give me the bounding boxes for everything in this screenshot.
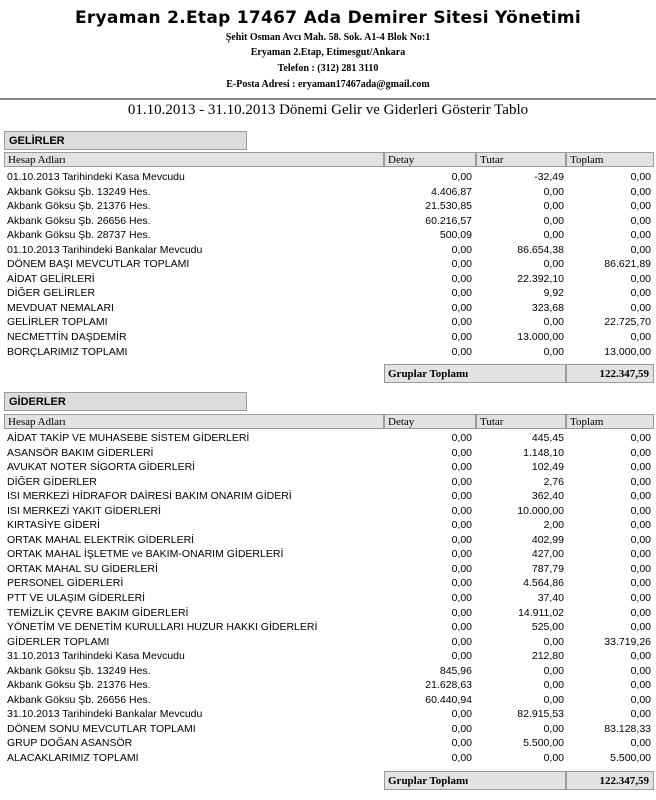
detail-value: 0,00 [451,708,472,721]
detail-value: 0,00 [451,562,472,575]
total-value: 13.000,00 [604,345,651,358]
amount-value: 323,68 [531,301,564,314]
table-row [4,330,654,345]
amount-value: 22.392,10 [517,272,564,285]
total-value: 0,00 [630,461,651,474]
detail-value: 845,96 [439,664,472,677]
amount-value: 0,00 [543,752,564,765]
total-value: 22.725,70 [604,316,651,329]
account-name: DÖNEM BAŞI MEVCUTLAR TOPLAMI [7,258,190,271]
col-account: Hesap Adları [4,152,384,167]
detail-value: 0,00 [451,258,472,271]
table-row [4,185,654,200]
table-row [4,446,654,461]
detail-value: 0,00 [451,504,472,517]
amount-value: -32,49 [534,171,564,183]
total-value: 0,00 [630,301,651,314]
table-row [4,257,654,272]
account-name: AVUKAT NOTER SİGORTA GİDERLERİ [7,461,196,474]
total-value: 0,00 [630,606,651,619]
total-value: 0,00 [630,331,651,344]
total-value: 86.621,89 [604,258,651,271]
total-value: 0,00 [630,621,651,634]
amount-value: 2,76 [543,475,564,488]
table-row [4,504,654,519]
detail-value: 0,00 [451,272,472,285]
income-group-total-value: 122.347,59 [566,364,654,383]
account-name: ORTAK MAHAL İŞLETME ve BAKIM-ONARIM GİDERLERİ [7,548,284,561]
account-name: Akbank Göksu Şb. 13249 Hes. [7,664,151,677]
total-value: 0,00 [630,432,651,444]
detail-value: 60.216,57 [425,214,472,227]
amount-value: 37,40 [537,592,564,605]
amount-value: 0,00 [543,722,564,735]
detail-value: 0,00 [451,650,472,663]
account-name: 01.10.2013 Tarihindeki Kasa Mevcudu [7,171,185,183]
total-value: 0,00 [630,650,651,663]
table-row [4,518,654,533]
table-row [4,576,654,591]
account-name: MEVDUAT NEMALARI [7,301,114,314]
col-amount: Tutar [476,152,566,167]
detail-value: 0,00 [451,737,472,750]
account-name: PTT VE ULAŞIM GİDERLERİ [7,592,146,605]
total-value: 0,00 [630,577,651,590]
detail-value: 0,00 [451,752,472,765]
col-amount: Tutar [476,414,566,429]
amount-value: 402,99 [531,533,564,546]
account-name: KIRTASİYE GİDERİ [7,519,100,532]
expense-group-total-value: 122.347,59 [566,771,654,790]
account-name: PERSONEL GİDERLERİ [7,577,124,590]
col-total: Toplam [566,152,654,167]
income-column-header [4,152,654,167]
table-row [4,475,654,490]
table-row [4,591,654,606]
detail-value: 0,00 [451,533,472,546]
amount-value: 14.911,02 [518,606,564,619]
amount-value: 5.500,00 [523,737,564,750]
account-name: BORÇLARIMIZ TOPLAMI [7,345,128,358]
amount-value: 525,00 [531,621,564,634]
account-name: GELİRLER TOPLAMI [7,316,108,329]
amount-value: 9,92 [543,287,564,300]
total-value: 0,00 [630,737,651,750]
account-name: Akbank Göksu Şb. 26656 Hes. [7,214,151,227]
period-title: 01.10.2013 - 31.10.2013 Dönemi Gelir ve Giderleri Gösterir Tablo [127,102,529,118]
expense-column-header [4,414,654,429]
table-row [4,693,654,708]
table-row [4,272,654,287]
account-name: YÖNETİM VE DENETİM KURULLARI HUZUR HAKKI GİDERLERİ [7,621,318,634]
amount-value: 82.915,53 [517,708,564,721]
total-value: 0,00 [630,287,651,300]
table-row [4,170,654,185]
amount-value: 86.654,38 [517,243,564,256]
amount-value: 0,00 [543,185,564,198]
amount-value: 0,00 [543,635,564,648]
detail-value: 0,00 [451,722,472,735]
detail-value: 0,00 [451,519,472,532]
amount-value: 0,00 [543,214,564,227]
detail-value: 0,00 [451,592,472,605]
table-row [4,214,654,229]
detail-value: 0,00 [451,171,472,183]
detail-value: 0,00 [451,548,472,561]
detail-value: 4.406,87 [431,185,472,198]
table-row [4,301,654,316]
detail-value: 0,00 [451,432,472,444]
amount-value: 0,00 [543,258,564,271]
detail-value: 0,00 [451,287,472,300]
total-value: 0,00 [630,243,651,256]
total-value: 33.719,26 [604,635,651,648]
amount-value: 1.148,10 [523,446,564,459]
account-name: GİDERLER TOPLAMI [7,635,110,648]
col-account: Hesap Adları [4,414,384,429]
expense-group-total-label: Gruplar Toplamı [384,771,566,790]
total-value: 0,00 [630,214,651,227]
amount-value: 0,00 [543,229,564,242]
detail-value: 0,00 [451,621,472,634]
total-value: 0,00 [630,185,651,198]
email-line: E-Posta Adresi : eryaman17467ada@gmail.com [226,79,430,90]
amount-value: 0,00 [543,316,564,329]
col-total: Toplam [566,414,654,429]
table-row [4,286,654,301]
amount-value: 102,49 [531,461,564,474]
table-row [4,547,654,562]
table-row [4,664,654,679]
total-value: 0,00 [630,533,651,546]
amount-value: 427,00 [531,548,564,561]
total-value: 0,00 [630,592,651,605]
col-detail: Detay [384,152,476,167]
table-row [4,606,654,621]
total-value: 0,00 [630,548,651,561]
detail-value: 0,00 [451,301,472,314]
amount-value: 445,45 [531,432,564,444]
detail-value: 60.440,94 [425,693,472,706]
account-name: DÖNEM SONU MEVCUTLAR TOPLAMI [7,722,196,735]
amount-value: 0,00 [543,664,564,677]
account-name: ORTAK MAHAL SU GİDERLERİ [7,562,158,575]
table-row [4,736,654,751]
amount-value: 212,80 [531,650,564,663]
district-line: Eryaman 2.Etap, Etimesgut/Ankara [250,47,406,58]
table-row [4,635,654,650]
detail-value: 0,00 [451,606,472,619]
expense-section-title: GİDERLER [4,392,247,411]
account-name: 31.10.2013 Tarihindeki Kasa Mevcudu [7,650,185,663]
account-name: DİĞER GELİRLER [7,287,96,300]
detail-value: 0,00 [451,331,472,344]
header-divider [0,98,656,100]
account-name: ASANSÖR BAKIM GİDERLERİ [7,446,154,459]
total-value: 0,00 [630,679,651,692]
total-value: 5.500,00 [610,752,651,765]
account-name: AİDAT GELİRLERİ [7,272,95,285]
total-value: 0,00 [630,708,651,721]
total-value: 0,00 [630,504,651,517]
account-name: Akbank Göksu Şb. 28737 Hes. [7,229,151,242]
table-row [4,243,654,258]
amount-value: 13.000,00 [517,331,564,344]
account-name: TEMİZLİK ÇEVRE BAKIM GİDERLERİ [7,606,189,619]
total-value: 0,00 [630,664,651,677]
table-row [4,751,654,766]
total-value: 0,00 [630,475,651,488]
table-row [4,460,654,475]
table-row [4,533,654,548]
amount-value: 0,00 [543,679,564,692]
detail-value: 500,09 [439,229,472,242]
table-row [4,315,654,330]
account-name: 31.10.2013 Tarihindeki Bankalar Mevcudu [7,708,203,721]
amount-value: 4.564,86 [523,577,564,590]
account-name: GRUP DOĞAN ASANSÖR [7,737,133,750]
amount-value: 10.000,00 [517,504,564,517]
detail-value: 0,00 [451,316,472,329]
detail-value: 21.530,85 [425,200,472,213]
phone-line: Telefon : (312) 281 3110 [277,63,379,74]
total-value: 83.128,33 [604,722,651,735]
table-row [4,722,654,737]
amount-value: 2,00 [543,519,564,532]
table-row [4,620,654,635]
table-row [4,199,654,214]
table-row [4,707,654,722]
expense-table [4,431,654,766]
address-line: Şehit Osman Avcı Mah. 58. Sok. A1-4 Blok No:1 [225,32,431,43]
total-value: 0,00 [630,446,651,459]
amount-value: 787,79 [531,562,564,575]
total-value: 0,00 [630,490,651,503]
account-name: Akbank Göksu Şb. 21376 Hes. [7,679,151,692]
account-name: AİDAT TAKİP VE MUHASEBE SİSTEM GİDERLERİ [7,432,250,444]
account-name: Akbank Göksu Şb. 26656 Hes. [7,693,151,706]
income-group-total-label: Gruplar Toplamı [384,364,566,383]
total-value: 0,00 [630,693,651,706]
detail-value: 0,00 [451,490,472,503]
detail-value: 0,00 [451,345,472,358]
total-value: 0,00 [630,272,651,285]
income-table [4,170,654,359]
detail-value: 21.628,63 [425,679,472,692]
table-row [4,431,654,446]
account-name: ISI MERKEZİ YAKIT GİDERLERİ [7,504,162,517]
account-name: ALACAKLARIMIZ TOPLAMI [7,752,139,765]
account-name: 01.10.2013 Tarihindeki Bankalar Mevcudu [7,243,203,256]
amount-value: 0,00 [543,200,564,213]
amount-value: 0,00 [543,345,564,358]
col-detail: Detay [384,414,476,429]
total-value: 0,00 [630,171,651,183]
total-value: 0,00 [630,519,651,532]
detail-value: 0,00 [451,446,472,459]
total-value: 0,00 [630,229,651,242]
table-row [4,489,654,504]
account-name: Akbank Göksu Şb. 13249 Hes. [7,185,151,198]
detail-value: 0,00 [451,461,472,474]
detail-value: 0,00 [451,243,472,256]
detail-value: 0,00 [451,475,472,488]
table-row [4,562,654,577]
detail-value: 0,00 [451,577,472,590]
amount-value: 362,40 [531,490,564,503]
table-row [4,228,654,243]
total-value: 0,00 [630,200,651,213]
table-row [4,678,654,693]
account-name: DİĞER GİDERLER [7,475,97,488]
amount-value: 0,00 [543,693,564,706]
table-row [4,649,654,664]
account-name: ORTAK MAHAL ELEKTRİK GİDERLERİ [7,533,195,546]
account-name: Akbank Göksu Şb. 21376 Hes. [7,200,151,213]
account-name: ISI MERKEZİ HİDRAFOR DAİRESİ BAKIM ONARIM GİDERİ [7,490,292,503]
detail-value: 0,00 [451,635,472,648]
income-section-title: GELİRLER [4,131,247,150]
report-title: Eryaman 2.Etap 17467 Ada Demirer Sitesi Yönetimi [74,8,582,28]
total-value: 0,00 [630,562,651,575]
table-row [4,345,654,360]
account-name: NECMETTİN DAŞDEMİR [7,331,127,344]
